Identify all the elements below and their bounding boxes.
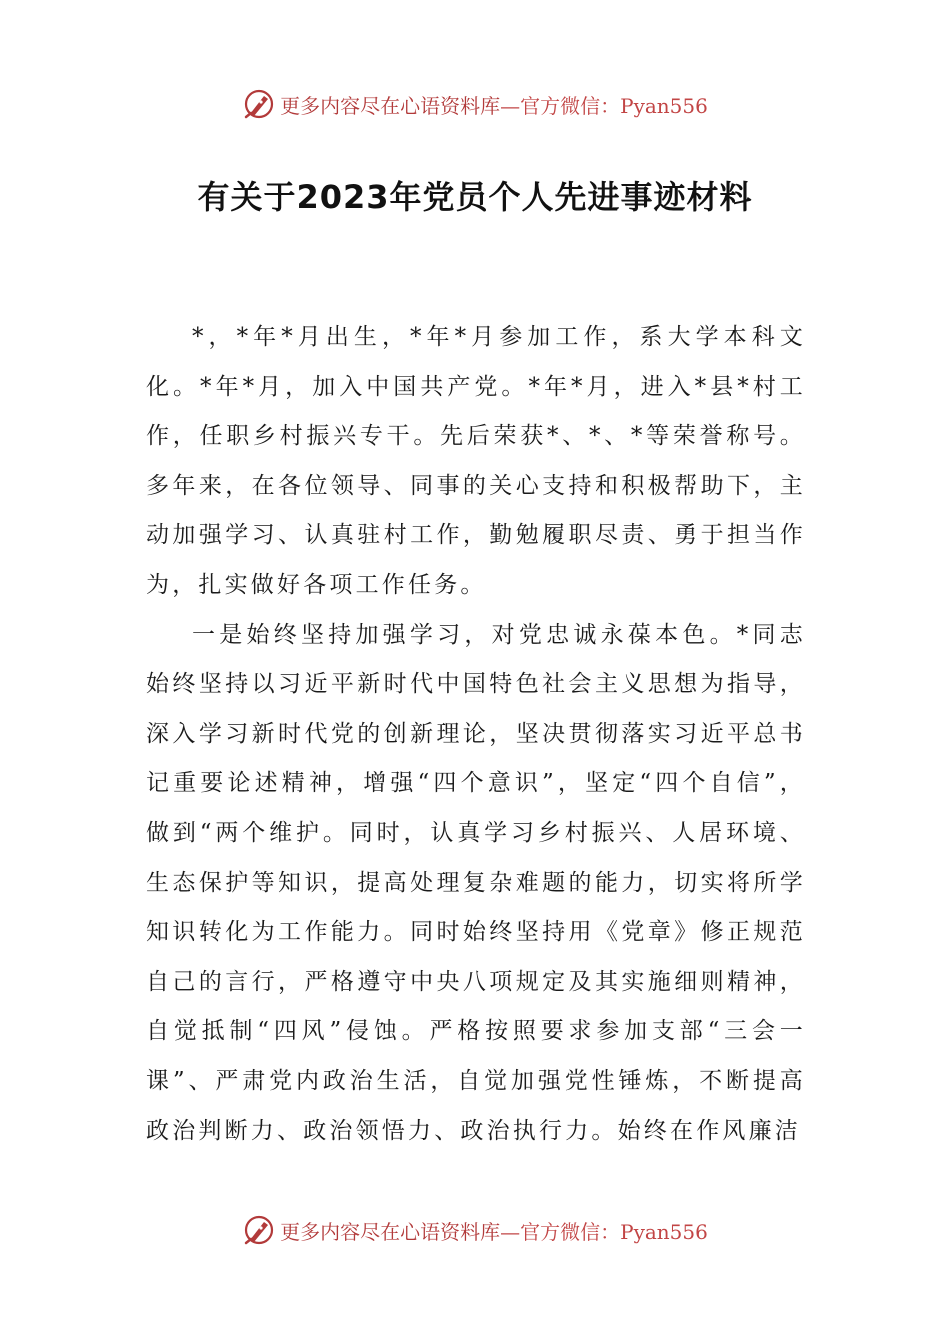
header-watermark [0, 84, 950, 124]
watermark-wechat: 官方微信：Pyan556 [520, 1219, 708, 1244]
paragraph-study: 一是始终坚持加强学习，对党忠诚永葆本色。*同志始终坚持以习近平新时代中国特色社会主义思想为指导，深入学习新时代党的创新理论，坚决贯彻落实习近平总书记重要论述精神，增强“四个意识”，坚定“四个自信”，做到“两个维护。同时，认真学习乡村振兴、人居环境、生态保护等知识，提高处理复杂难题的能力，切实将所学知识转化为工作能力。同时始终坚持用《党章》修正规范自己的言行，严格遵守中央八项规定及其实施细则精神，自觉抵制“四风”侵蚀。严格按照要求参加支部“三会一课”、严肃党内政治生活，自觉加强党性锤炼，不断提高政治判断力、政治领悟力、政治执行力。始终在作风廉洁 [146, 621, 806, 1144]
document-title: 有关于2023年党员个人先进事迹材料 [197, 178, 753, 216]
paragraph-intro: *，*年*月出生，*年*月参加工作，系大学本科文化。*年*月，加入中国共产党。*年*月，进入*县*村工作，任职乡村振兴专干。先后荣获*、*、*等荣誉称号。多年来，在各位领导、同事的关心支持和积极帮助下，主动加强学习、认真驻村工作，勤勉履职尽责、勇于担当作为，扎实做好各项工作任务。 [146, 324, 806, 598]
document-body [146, 313, 806, 1156]
pen-nib-circle-icon [242, 1213, 276, 1247]
footer-watermark [0, 1210, 950, 1250]
watermark-main: 更多内容尽在心语资料库 [280, 1219, 501, 1244]
watermark-text [280, 90, 708, 119]
pen-nib-circle-icon [242, 87, 276, 121]
watermark-main: 更多内容尽在心语资料库 [280, 93, 501, 118]
watermark-text [280, 1216, 708, 1245]
watermark-separator: — [500, 1219, 521, 1244]
watermark-wechat: 官方微信：Pyan556 [520, 93, 708, 118]
watermark-separator: — [500, 93, 521, 118]
